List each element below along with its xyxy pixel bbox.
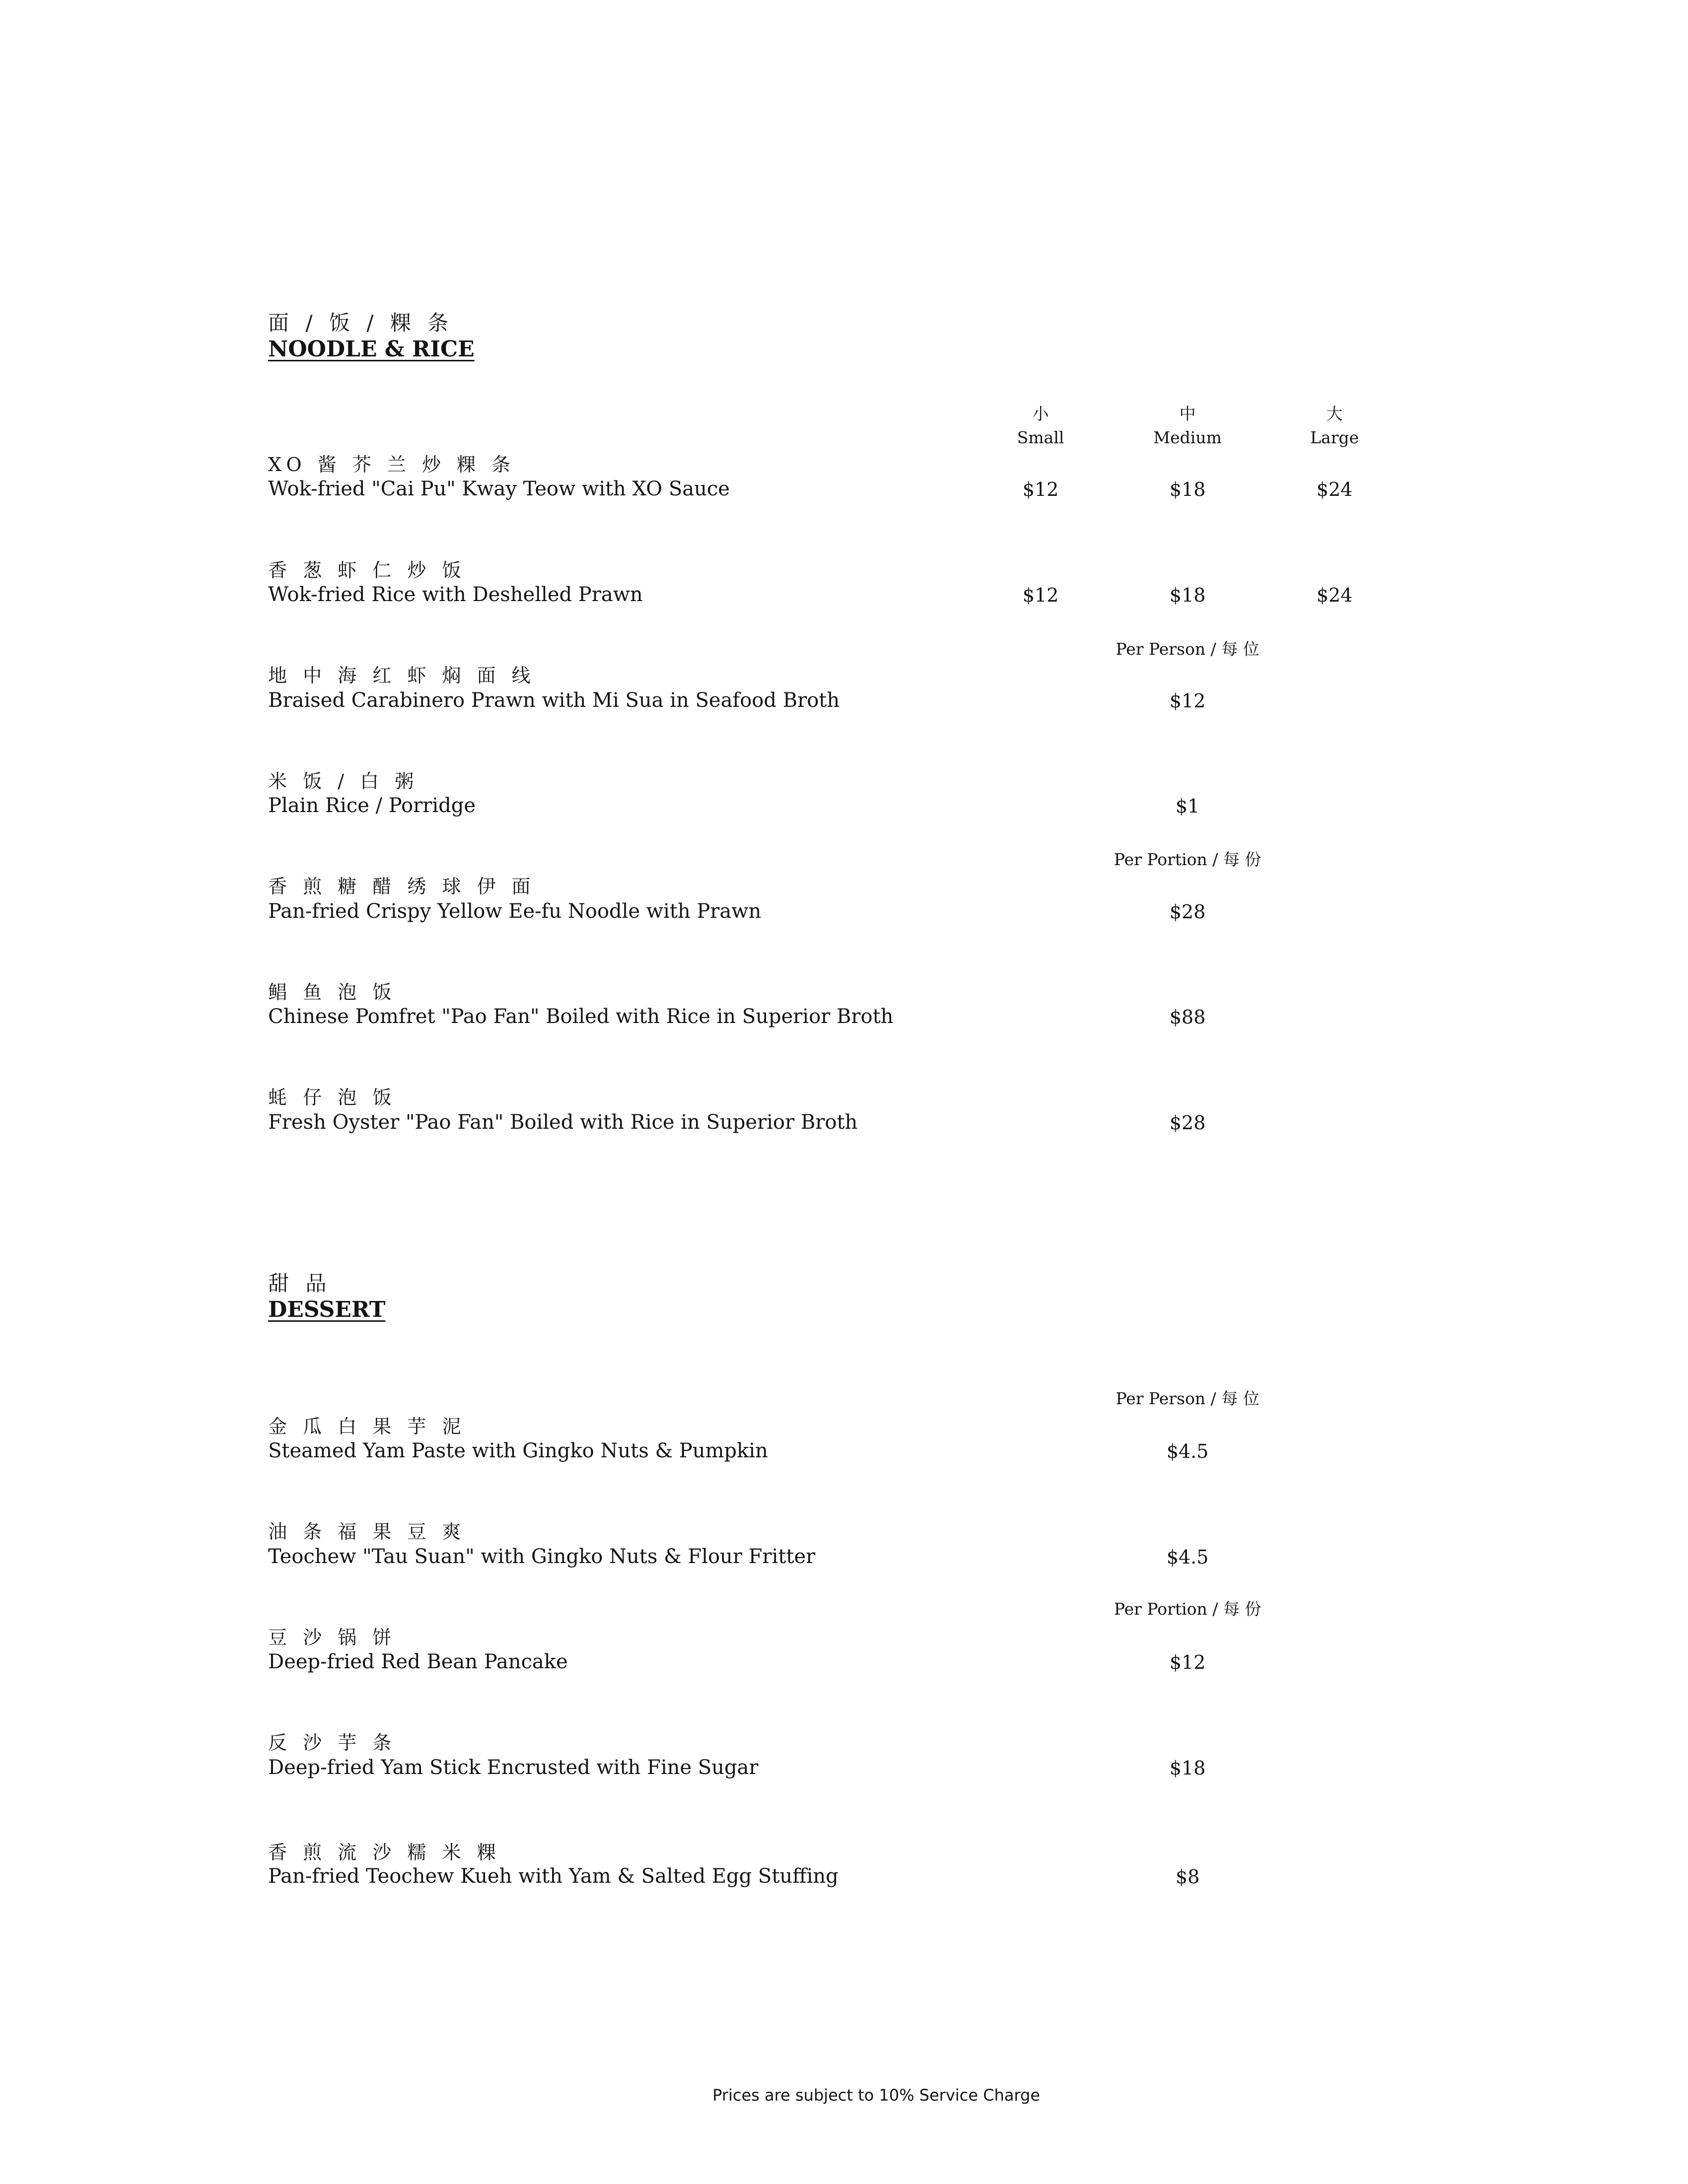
menu-item-en: Wok-fried Rice with Deshelled Prawn [268,583,643,606]
price-small: $12 [1022,584,1059,606]
price: $88 [1169,1006,1206,1028]
price-medium: $18 [1169,584,1206,606]
section-title-en: DESSERT [268,1297,386,1322]
menu-item-zh: XO 酱 芥 兰 炒 粿 条 [268,454,516,476]
size-header-large-en: Large [1310,428,1359,447]
menu-item-zh: 鲳 鱼 泡 饭 [268,981,397,1003]
section-title-zh: 面 / 饭 / 粿 条 [268,311,454,335]
menu-item-zh: 豆 沙 锅 饼 [268,1627,397,1648]
service-charge-note: Prices are subject to 10% Service Charge [712,2086,1040,2105]
menu-item-en: Pan-fried Teochew Kueh with Yam & Salted Egg Stuffing [268,1865,839,1888]
menu-item-en: Pan-fried Crispy Yellow Ee-fu Noodle with Prawn [268,900,762,923]
menu-item-en: Teochew "Tau Suan" with Gingko Nuts & Flour Fritter [268,1545,816,1568]
price-medium: $18 [1169,478,1206,500]
price: $12 [1169,690,1206,712]
price: $8 [1175,1866,1200,1888]
per-person-note: Per Person / 每 位 [1116,1389,1260,1408]
menu-item-zh: 油 条 福 果 豆 爽 [268,1521,466,1543]
price-large: $24 [1316,584,1353,606]
price: $12 [1169,1651,1206,1673]
menu-item-en: Wok-fried "Cai Pu" Kway Teow with XO Sauce [268,478,730,500]
price: $18 [1169,1757,1206,1779]
price: $1 [1175,795,1200,817]
menu-item-en: Deep-fried Red Bean Pancake [268,1650,568,1673]
menu-item-en: Fresh Oyster "Pao Fan" Boiled with Rice in Superior Broth [268,1111,858,1134]
menu-item-en: Plain Rice / Porridge [268,794,476,817]
menu-item-zh: 香 煎 流 沙 糯 米 粿 [268,1842,501,1863]
menu-item-zh: 金 瓜 白 果 芋 泥 [268,1416,466,1437]
per-portion-note: Per Portion / 每 份 [1114,1599,1262,1619]
menu-item-en: Deep-fried Yam Stick Encrusted with Fine Sugar [268,1756,759,1779]
price-small: $12 [1022,478,1059,500]
menu-item-zh: 香 葱 虾 仁 炒 饭 [268,559,466,581]
per-person-note: Per Person / 每 位 [1116,639,1260,659]
size-header-medium-en: Medium [1153,428,1222,447]
size-header-small-zh: 小 [1032,404,1049,423]
menu-item-en: Braised Carabinero Prawn with Mi Sua in Seafood Broth [268,689,840,712]
size-header-small-en: Small [1017,428,1064,447]
price: $28 [1169,901,1206,923]
size-header-medium-zh: 中 [1179,404,1196,423]
size-header-large-zh: 大 [1326,404,1343,423]
menu-item-en: Steamed Yam Paste with Gingko Nuts & Pumpkin [268,1439,768,1462]
menu-item-zh: 蚝 仔 泡 饭 [268,1087,397,1108]
per-portion-note: Per Portion / 每 份 [1114,850,1262,869]
menu-item-zh: 地 中 海 红 虾 焖 面 线 [268,665,536,686]
menu-item-zh: 香 煎 糖 醋 绣 球 伊 面 [268,876,536,897]
menu-item-en: Chinese Pomfret "Pao Fan" Boiled with Rice in Superior Broth [268,1005,894,1028]
section-title-en: NOODLE & RICE [268,337,475,362]
section-title-zh: 甜 品 [268,1271,332,1296]
menu-item-zh: 反 沙 芋 条 [268,1732,397,1754]
price: $4.5 [1166,1440,1209,1462]
price: $4.5 [1166,1546,1209,1568]
price: $28 [1169,1112,1206,1134]
price-large: $24 [1316,478,1353,500]
menu-item-zh: 米 饭 / 白 粥 [268,770,419,792]
